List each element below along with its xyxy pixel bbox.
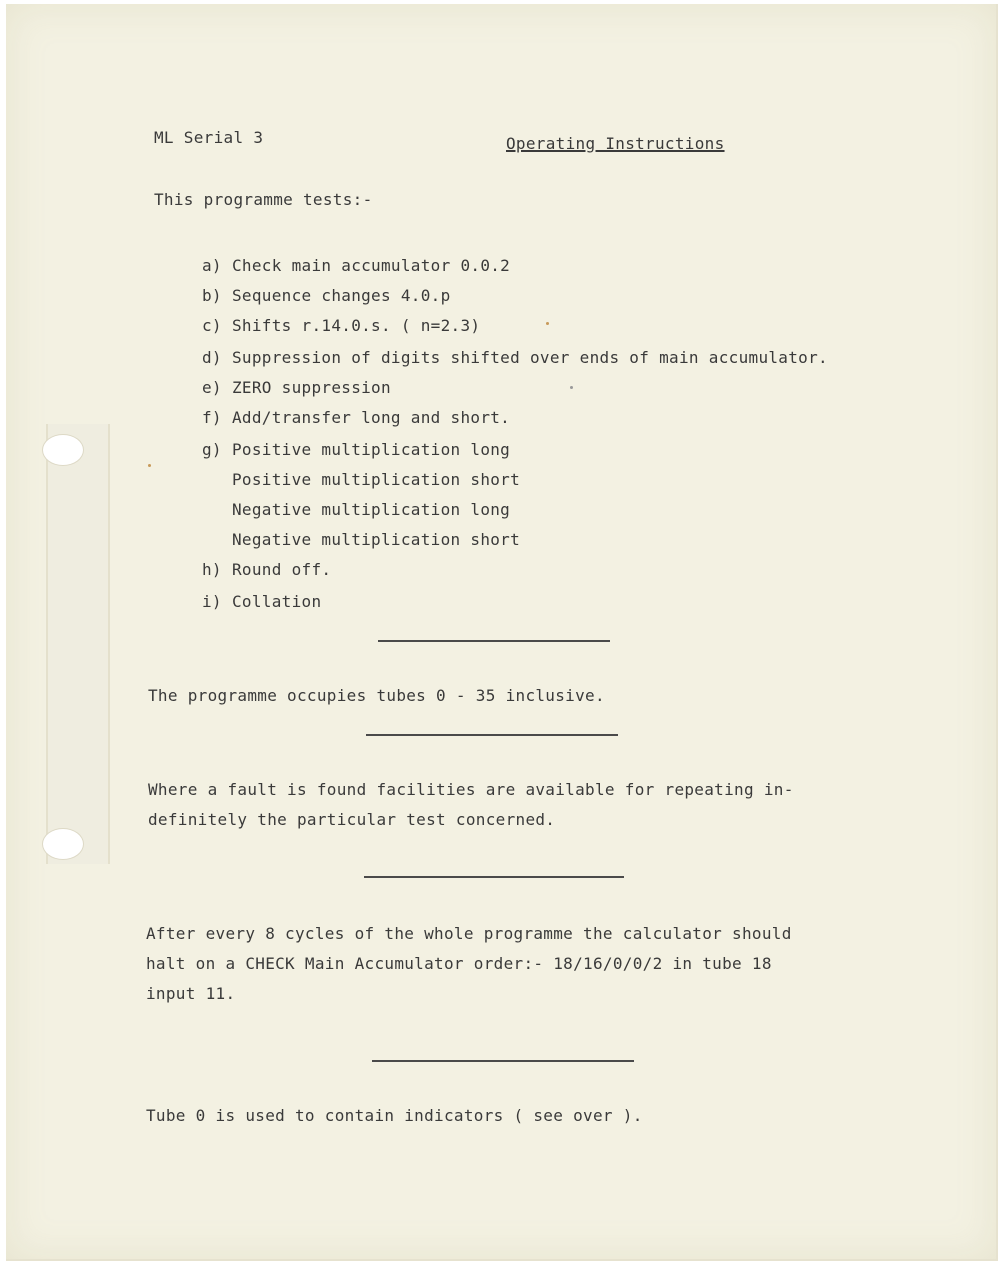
item-text: Suppression of digits shifted over ends of main accumulator. — [232, 348, 828, 367]
tubes-paragraph: The programme occupies tubes 0 - 35 inclusive. — [148, 686, 605, 705]
intro-text: This programme tests:- — [154, 190, 373, 209]
section-divider — [372, 1060, 634, 1062]
item-letter: i) — [202, 592, 222, 611]
fault-paragraph-line-1: Where a fault is found facilities are available for repeating in- — [148, 780, 794, 799]
item-letter: e) — [202, 378, 222, 397]
punch-hole-top — [42, 434, 84, 466]
item-letter: b) — [202, 286, 222, 305]
ink-speck — [148, 464, 151, 467]
item-text: Negative multiplication short — [232, 530, 521, 549]
section-divider — [364, 876, 624, 878]
item-text: Shifts r.14.0.s. ( n=2.3) — [232, 316, 481, 335]
item-text: ZERO suppression — [232, 378, 391, 397]
section-divider — [366, 734, 618, 736]
cycles-paragraph-line-3: input 11. — [146, 984, 236, 1003]
cycles-paragraph-line-1: After every 8 cycles of the whole programme the calculator should — [146, 924, 792, 943]
ink-speck — [546, 322, 549, 325]
ink-speck — [570, 386, 573, 389]
serial-number: ML Serial 3 — [154, 128, 264, 147]
item-letter: a) — [202, 256, 222, 275]
page-title: Operating Instructions — [506, 134, 725, 153]
document-page — [6, 4, 998, 1261]
punch-hole-bottom — [42, 828, 84, 860]
fault-paragraph-line-2: definitely the particular test concerned. — [148, 810, 556, 829]
cycles-paragraph-line-2: halt on a CHECK Main Accumulator order:- 18/16/0/0/2 in tube 18 — [146, 954, 772, 973]
item-letter: g) — [202, 440, 222, 459]
item-text: Positive multiplication long — [232, 440, 511, 459]
item-letter: d) — [202, 348, 222, 367]
binding-strip — [46, 424, 110, 864]
item-text: Positive multiplication short — [232, 470, 521, 489]
item-text: Add/transfer long and short. — [232, 408, 511, 427]
indicators-paragraph: Tube 0 is used to contain indicators ( see over ). — [146, 1106, 643, 1125]
item-letter: f) — [202, 408, 222, 427]
item-text: Collation — [232, 592, 322, 611]
item-letter: c) — [202, 316, 222, 335]
item-text: Negative multiplication long — [232, 500, 511, 519]
item-text: Check main accumulator 0.0.2 — [232, 256, 511, 275]
item-text: Round off. — [232, 560, 332, 579]
item-letter: h) — [202, 560, 222, 579]
section-divider — [378, 640, 610, 642]
item-text: Sequence changes 4.0.p — [232, 286, 451, 305]
